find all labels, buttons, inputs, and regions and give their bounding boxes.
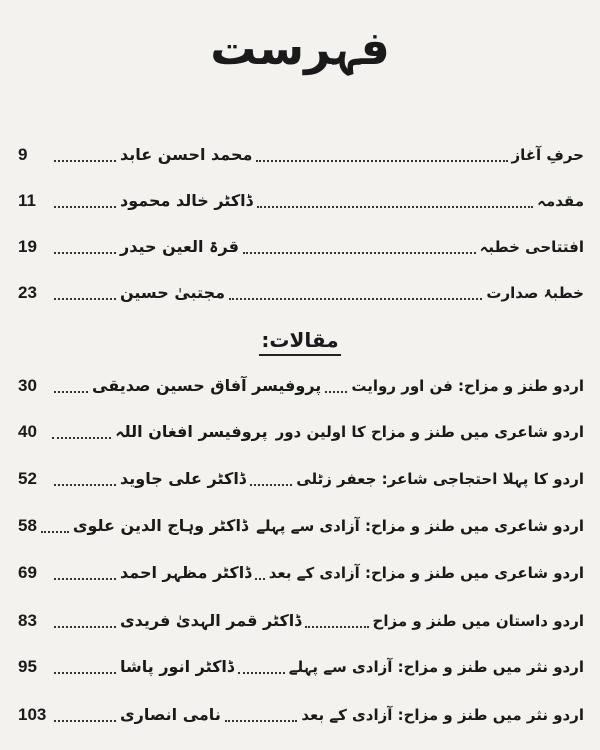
entry-author: ڈاکٹر قمر الہدیٰ فریدی xyxy=(120,611,302,630)
dot-leader xyxy=(54,160,116,162)
entry-title: اردو کا پہلا احتجاجی شاعر: جعفر زٹلی xyxy=(296,470,584,488)
toc-row xyxy=(18,140,584,170)
toc-row xyxy=(18,652,584,682)
entry-author: ڈاکٹر علی جاوید xyxy=(120,469,246,488)
dot-leader xyxy=(229,298,482,300)
dot-leader xyxy=(255,578,264,580)
entry-author: ڈاکٹر وہاج الدین علوی xyxy=(72,516,249,535)
entry-author: پروفیسر افغان اللہ xyxy=(115,422,268,441)
dot-leader xyxy=(52,437,111,439)
dot-leader xyxy=(54,672,116,674)
entry-title: مقدمہ xyxy=(537,192,584,210)
entry-page-number: 95 xyxy=(18,657,37,676)
entry-title: اردو نثر میں طنز و مزاح: آزادی کے بعد xyxy=(301,706,584,724)
entry-page-number: 23 xyxy=(18,283,37,302)
toc-row xyxy=(18,278,584,308)
dot-leader xyxy=(54,206,116,208)
entry-title: اردو شاعری میں طنز و مزاح: آزادی سے پہلے xyxy=(256,517,584,535)
entry-author: پروفیسر آفاق حسین صدیقی xyxy=(92,376,322,395)
dot-leader xyxy=(54,484,116,486)
dot-leader xyxy=(256,160,507,162)
toc-row xyxy=(18,511,584,541)
toc-row xyxy=(18,232,584,262)
dot-leader xyxy=(225,720,297,722)
entry-title: حرفِ آغاز xyxy=(511,146,584,164)
toc-row xyxy=(18,417,584,447)
dot-leader xyxy=(54,720,116,722)
dot-leader xyxy=(54,391,88,393)
dot-leader xyxy=(238,672,285,674)
entry-page-number: 52 xyxy=(18,469,37,488)
section-heading xyxy=(0,326,600,356)
dot-leader xyxy=(54,252,116,254)
entry-author: ڈاکٹر خالد محمود xyxy=(120,191,253,210)
entry-page-number: 103 xyxy=(18,705,47,724)
dot-leader xyxy=(54,298,116,300)
entry-author: ڈاکٹر انور پاشا xyxy=(120,657,235,676)
entry-author: ڈاکٹر مظہر احمد xyxy=(120,563,252,582)
entry-author: نامی انصاری xyxy=(120,705,221,724)
toc-row xyxy=(18,700,584,730)
entry-author: محمد احسن عابد xyxy=(120,145,253,164)
entry-page-number: 30 xyxy=(18,376,37,395)
entry-title: اردو شاعری میں طنز و مزاح کا اولین دور xyxy=(275,423,584,441)
section-heading-text: مقالات: xyxy=(259,326,340,356)
entry-page-number: 58 xyxy=(18,516,37,535)
dot-leader xyxy=(54,578,116,580)
entry-title: اردو داستان میں طنز و مزاح xyxy=(372,612,584,630)
toc-row xyxy=(18,606,584,636)
dot-leader xyxy=(41,531,69,533)
page-title: فہرست xyxy=(210,21,390,75)
dot-leader xyxy=(325,391,347,393)
toc-row xyxy=(18,464,584,494)
toc-row xyxy=(18,186,584,216)
dot-leader xyxy=(257,206,533,208)
entry-page-number: 83 xyxy=(18,611,37,630)
entry-page-number: 69 xyxy=(18,563,37,582)
entry-author: قرۃ العین حیدر xyxy=(120,237,239,256)
entry-title: اردو طنز و مزاح: فن اور روایت xyxy=(351,377,584,395)
entry-title: افتتاحی خطبہ xyxy=(479,238,584,256)
entry-title: خطبۂ صدارت xyxy=(486,284,584,302)
entry-title: اردو شاعری میں طنز و مزاح: آزادی کے بعد xyxy=(268,564,584,582)
entry-author: مجتبیٰ حسین xyxy=(120,283,225,302)
dot-leader xyxy=(305,626,368,628)
dot-leader xyxy=(54,626,116,628)
entry-title: اردو نثر میں طنز و مزاح: آزادی سے پہلے xyxy=(288,658,584,676)
entry-page-number: 19 xyxy=(18,237,37,256)
toc-row xyxy=(18,371,584,401)
entry-page-number: 9 xyxy=(18,145,28,164)
dot-leader xyxy=(250,484,292,486)
entry-page-number: 40 xyxy=(18,422,37,441)
toc-row xyxy=(18,558,584,588)
entry-page-number: 11 xyxy=(18,191,36,210)
dot-leader xyxy=(243,252,476,254)
